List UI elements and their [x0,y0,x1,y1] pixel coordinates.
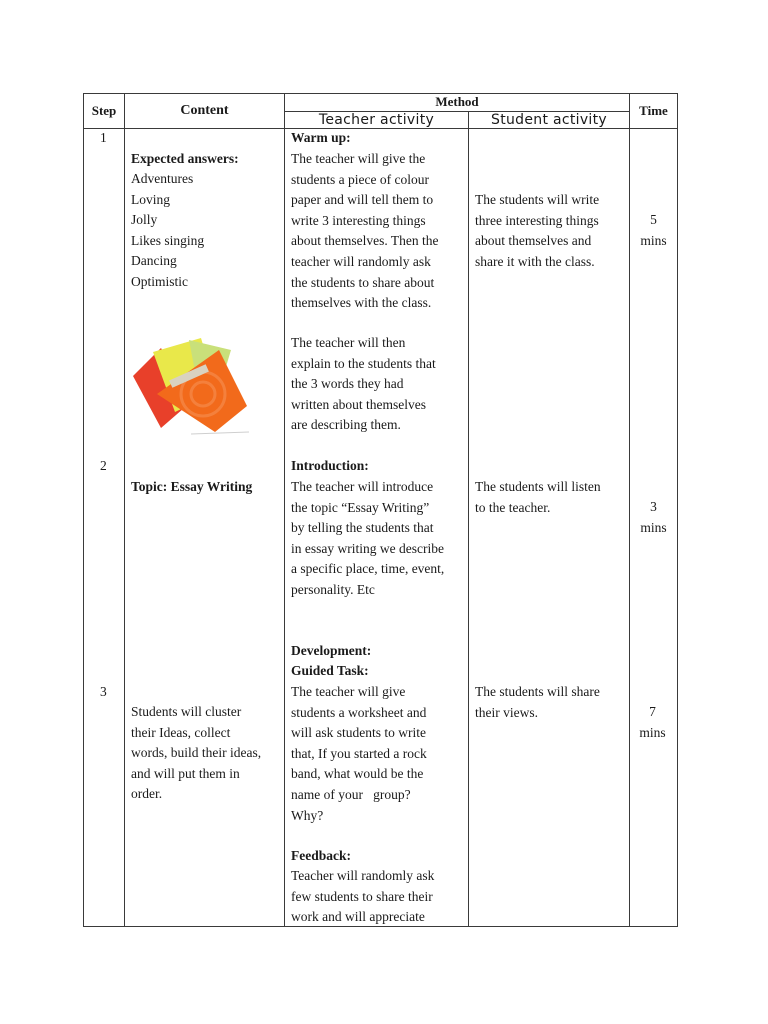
text-line: will ask students to write [291,725,426,741]
text-line: and will put them in [131,765,240,781]
text-line: The students will write [475,192,600,207]
expected-answers-list [131,169,204,293]
content-heading: Topic: Essay Writing [131,479,253,494]
time-unit: mins [639,725,666,740]
text-line: The teacher will introduce [291,479,434,494]
feedback-heading: Feedback: [291,848,351,863]
time-value: 7 [649,704,656,719]
time-value: 3 [650,499,657,514]
text-line: about themselves. Then the [291,233,439,249]
text-line: name of your group? [291,786,411,802]
text-line: The students will listen [475,479,601,494]
student-activity-text [475,477,601,518]
header-content: Content [180,103,229,118]
list-item: Likes singing [131,232,205,248]
teacher-activity-text-2 [291,333,436,436]
text-line: three interesting things [475,212,599,228]
text-line: The teacher will give the [291,151,426,166]
text-line: the 3 words they had [291,376,404,392]
teacher-activity-text [291,477,444,601]
text-line: Why? [291,807,324,823]
list-item: Jolly [131,212,158,228]
header-student-activity: Student activity [491,112,607,128]
step-number: 2 [100,458,107,473]
text-line: words, build their ideas, [131,745,262,761]
text-line: students a piece of colour [291,171,429,187]
student-activity-text [475,682,600,723]
text-line: the students to share about [291,274,435,290]
header-step: Step [91,103,117,118]
text-line: The teacher will give [291,684,406,699]
text-line: that, If you started a rock [291,745,427,761]
text-line: paper and will tell them to [291,192,434,208]
header-teacher-activity: Teacher activity [318,112,435,128]
text-line: about themselves and [475,233,592,249]
teacher-activity-text [291,682,427,826]
text-line: by telling the students that [291,520,434,536]
text-line: the topic “Essay Writing” [291,499,430,515]
text-line: explain to the students that [291,355,436,371]
text-line: teacher will randomly ask [291,253,431,269]
text-line: band, what would be the [291,766,424,782]
warm-up-heading: Warm up: [291,130,351,145]
introduction-heading: Introduction: [291,458,369,473]
text-line: few students to share their [291,888,433,904]
text-line: order. [131,786,163,802]
text-line: a specific place, time, event, [291,561,445,577]
content-text [131,702,261,805]
development-heading: Development: [291,643,372,658]
text-line: The students will share [475,684,600,699]
step-number: 1 [100,130,107,145]
text-line: Teacher will randomly ask [291,868,435,883]
list-item: Optimistic [131,273,188,289]
student-activity-text [475,190,599,272]
teacher-activity-text-2 [291,866,434,928]
text-line: The teacher will then [291,335,406,350]
colour-paper-image [131,332,253,438]
text-line: share it with the class. [475,253,595,269]
text-line: their Ideas, collect [131,724,231,740]
guided-task-heading: Guided Task: [291,663,369,678]
list-item: Dancing [131,253,177,269]
text-line: personality. Etc [291,581,375,597]
time-unit: mins [640,520,667,535]
content-heading: Expected answers: [131,151,239,166]
header-method: Method [435,94,479,109]
text-line: students a worksheet and [291,704,427,720]
text-line: Students will cluster [131,704,242,719]
time-unit: mins [640,233,667,248]
text-line: their views. [475,704,538,720]
text-line: themselves with the class. [291,295,432,311]
text-line: work and will appreciate [291,909,425,925]
teacher-activity-text [291,149,438,314]
text-line: to the teacher. [475,499,551,515]
text-line: are describing them. [291,417,401,433]
text-line: in essay writing we describe [291,540,444,556]
time-value: 5 [650,212,657,227]
list-item: Adventures [131,171,194,186]
header-time: Time [639,103,668,118]
list-item: Loving [131,191,170,207]
text-line: written about themselves [291,396,426,412]
text-line: write 3 interesting things [291,212,426,228]
step-number: 3 [100,684,107,699]
